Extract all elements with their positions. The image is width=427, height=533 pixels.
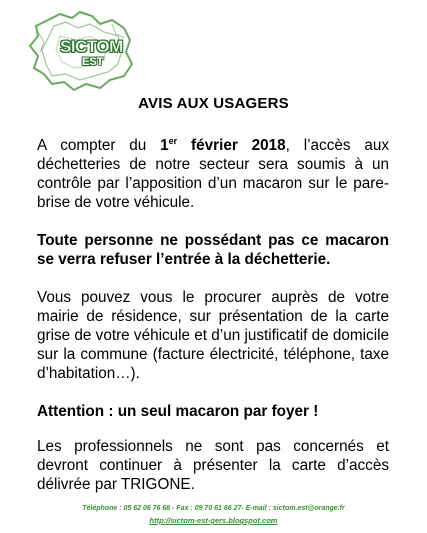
paragraph-how-to-obtain: Vous pouvez vous le procurer auprès de votre mairie de résidence, sur présentation de la carte grise de votre véhicule et d’un justificatif de domicile sur la commune (facture électricité, téléphone, taxe d’habitation…).: [37, 289, 390, 382]
p1-day: 1: [160, 137, 169, 154]
p1-intro: A compter du: [37, 137, 161, 154]
paragraph-refusal-warning: Toute personne ne possédant pas ce macaron se verra refuser l’entrée à la déchetterie.: [37, 232, 389, 268]
paragraph-professionals: Les professionnels ne sont pas concernés et devront continuer à présenter la carte d’accès délivrée par TRIGONE.: [37, 438, 389, 493]
logo-sictom-text: SICTOM: [60, 37, 123, 56]
page-title: AVIS AUX USAGERS: [138, 95, 289, 112]
sictom-logo: [20, 6, 150, 92]
footer-website-link[interactable]: http://sictom-est-gers.blogspot.com: [149, 516, 278, 525]
p1-date-rest: février 2018: [177, 137, 286, 154]
p1-day-suffix: er: [168, 136, 178, 146]
paragraph-access-date: [37, 136, 389, 212]
p1-body: , l’accès aux déchetteries de notre secteur sera soumis à un contrôle par l’apposition d’un macaron sur le pare-brise de votre véhicule.: [37, 137, 389, 211]
paragraph-one-per-household: Attention : un seul macaron par foyer !: [37, 403, 319, 420]
footer-contact: Téléphone : 05 62 06 76 68 - Fax : 09 70 61 66 27- E-mail : sictom.est@orange.fr: [82, 505, 345, 512]
logo-est-text: EST: [82, 56, 104, 68]
